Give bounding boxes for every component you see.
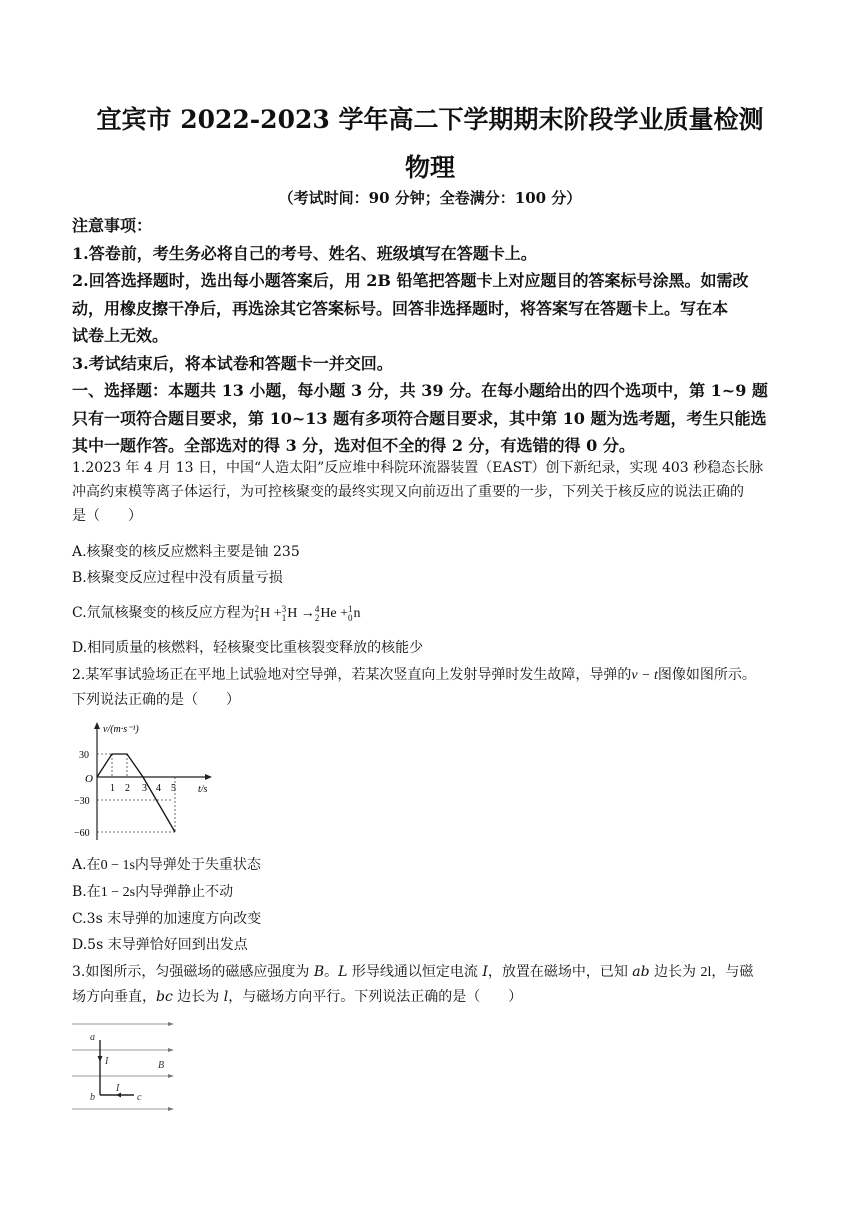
q2-option-a-pre: A.在 (72, 857, 101, 873)
graph-ytick-neg60: −60 (74, 828, 90, 839)
section1-line2: 只有一项符合题目要求，第 10~13 题有多项符合题目要求，其中第 10 题为选考题，考生只能选 (72, 408, 767, 428)
magnetic-field-figure (70, 1018, 180, 1114)
q3-text-8: 边长为 (172, 989, 224, 1005)
q3-symbol-l: l (223, 989, 229, 1005)
q3-symbol-L: L (338, 964, 348, 980)
q2-vt-symbol: v − t (631, 668, 658, 683)
q1-line3: 是（ ） (72, 508, 142, 524)
q3-text-7: 场方向垂直， (72, 989, 156, 1005)
fig-label-a: a (90, 1032, 95, 1043)
q2-line2: 下列说法正确的是（ ） (72, 692, 240, 708)
graph-ytick-30: 30 (79, 750, 89, 761)
q1-option-c-text: C.氘氚核聚变的核反应方程为 (72, 605, 255, 621)
q1-option-c (72, 601, 361, 626)
note-item-2-line1: 2.回答选择题时，选出每小题答案后，用 2B 铅笔把答题卡上对应题目的答案标号涂黑。如需改 (72, 271, 749, 290)
graph-xlabel: t/s (198, 784, 208, 795)
section1-line1: 一、选择题：本题共 13 小题，每小题 3 分，共 39 分。在每小题给出的四个选项中，第 1~9 题 (72, 381, 768, 400)
graph-xtick-1: 1 (110, 783, 115, 794)
q3-symbol-ab: ab (632, 964, 650, 980)
notes-heading: 注意事项： (72, 216, 153, 235)
graph-xtick-3: 3 (142, 783, 147, 794)
q3-symbol-2l: 2l (700, 965, 712, 980)
fig-label-I1: I (105, 1056, 109, 1067)
fig-label-I2: I (116, 1083, 120, 1094)
graph-xtick-2: 2 (125, 783, 130, 794)
q2-option-b-math: 1 − 2s (100, 885, 136, 900)
q1-line1: 1.2023 年 4 月 13 日，中国“人造太阳”反应堆中科院环流器装置（EAST）创下新纪录，实现 403 秒稳态长脉 (72, 460, 764, 476)
q3-text-2: 。 (324, 964, 339, 980)
q1-line2: 冲高约束模等离子体运行，为可控核聚变的最终实现又向前迈出了重要的一步，下列关于核反应的说法正确的 (72, 484, 744, 500)
fig-label-b: b (90, 1092, 95, 1103)
graph-origin: O (85, 773, 93, 785)
question-3 (72, 960, 794, 1009)
q3-symbol-bc: bc (156, 989, 173, 1005)
q3-text-3: 形导线通以恒定电流 (347, 964, 483, 980)
q2-option-a-post: 内导弹处于失重状态 (134, 857, 261, 873)
vt-graph (70, 720, 220, 845)
note-item-1: 1.答卷前，考生务必将自己的考号、姓名、班级填写在答题卡上。 (72, 243, 537, 263)
q1-option-a: A.核聚变的核反应燃料主要是铀 235 (72, 544, 300, 560)
q2-option-b-pre: B.在 (72, 884, 101, 900)
q3-text-4: ，放置在磁场中，已知 (487, 964, 633, 980)
q3-text-6: ，与磁 (711, 964, 754, 980)
q2-option-b-post: 内导弹静止不动 (135, 884, 234, 900)
fig-label-c: c (137, 1092, 142, 1103)
graph-ytick-neg30: −30 (74, 796, 90, 807)
q3-text-1: 3.如图所示，匀强磁场的磁感应强度为 (72, 964, 314, 980)
q3-text-5: 边长为 (649, 964, 701, 980)
exam-info: （考试时间：90 分钟；全卷满分：100 分） (278, 189, 582, 207)
graph-xtick-5: 5 (171, 783, 176, 794)
subject-title: 物理 (404, 153, 455, 182)
note-item-2-line2: 动，用橡皮擦干净后，再选涂其它答案标号。回答非选择题时，将答案写在答题卡上。写在本 (72, 298, 729, 318)
q1-option-d: D.相同质量的核燃料，轻核聚变比重核裂变释放的核能少 (72, 640, 424, 656)
q2-option-a (72, 853, 261, 878)
note-item-2-line3: 试卷上无效。 (72, 326, 169, 345)
q2-option-a-math: 0 − 1s (100, 858, 135, 873)
note-item-3: 3.考试结束后，将本试卷和答题卡一并交回。 (72, 353, 393, 373)
notes-block (72, 212, 792, 460)
q3-symbol-I: I (482, 964, 488, 980)
graph-xtick-4: 4 (156, 783, 161, 794)
fusion-equation: 2 1 H + 3 1 H → 4 2 He + 1 0 n (254, 603, 361, 623)
q1-option-b: B.核聚变反应过程中没有质量亏损 (72, 570, 283, 586)
section1-line3: 其中一题作答。全部选对的得 3 分，选对但不全的得 2 分，有选错的得 0 分。 (72, 436, 635, 455)
q2-option-c: C.3s 末导弹的加速度方向改变 (72, 911, 262, 927)
graph-ylabel: v/(m·s⁻¹) (103, 724, 139, 735)
question-1 (72, 456, 794, 528)
q2-line1-end: 图像如图所示。 (657, 667, 756, 683)
exam-title: 宜宾市 2022-2023 学年高二下学期期末阶段学业质量检测 (96, 105, 764, 134)
question-2 (72, 663, 794, 712)
q3-text-9: ，与磁场方向平行。下列说法正确的是（ ） (228, 989, 523, 1005)
q3-symbol-B: B (313, 964, 325, 980)
q2-option-d: D.5s 末导弹恰好回到出发点 (72, 937, 248, 953)
q2-option-b (72, 880, 233, 905)
q2-line1: 2.某军事试验场正在平地上试验地对空导弹，若某次竖直向上发射导弹时发生故障，导弹的 (72, 667, 632, 683)
fig-label-B: B (158, 1060, 165, 1071)
